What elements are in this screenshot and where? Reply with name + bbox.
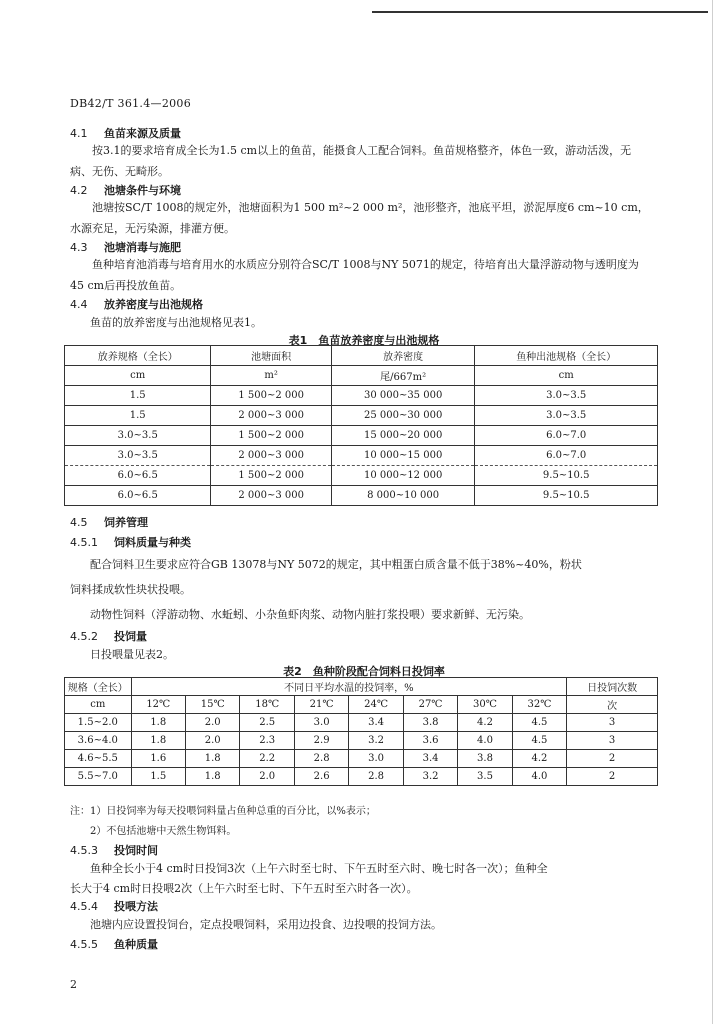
section-4-4-text: 鱼苗的放养密度与出池规格见表1。 — [90, 316, 262, 329]
section-number: 4.4 — [70, 298, 88, 311]
section-title: 鱼种质量 — [114, 938, 158, 951]
table-cell: 6.0~6.5 — [65, 486, 211, 506]
table-cell: 3.0~3.5 — [475, 386, 658, 406]
section-number: 4.5.3 — [70, 844, 98, 857]
table-cell: 9.5~10.5 — [475, 466, 658, 486]
section-heading-4-3 — [70, 239, 181, 255]
section-heading-4-1 — [70, 125, 181, 141]
table-cell: 3 — [567, 714, 658, 732]
page-number: 2 — [70, 978, 77, 991]
section-4-5-3-line-1: 鱼种全长小于4 cm时日投饲3次（上午六时至七时、下午五时至六时、晚七时各一次）；鱼种全 — [90, 862, 548, 875]
table2-header-count: 日投饲次数 — [567, 678, 658, 696]
table-cell: 15 000~20 000 — [331, 426, 474, 446]
table-cell: 3.6 — [403, 732, 457, 750]
table1-caption: 表1 鱼苗放养密度与出池规格 — [288, 334, 440, 347]
section-number: 4.2 — [70, 184, 88, 197]
header-rule — [372, 11, 708, 13]
table-cell: 10 000~15 000 — [331, 446, 474, 466]
table-cell: 2 — [567, 750, 658, 768]
table-row — [65, 486, 658, 506]
table1-unit-cell: cm — [65, 366, 211, 386]
table-row — [65, 732, 658, 750]
table-cell: 4.2 — [458, 714, 512, 732]
table-cell: 1.8 — [131, 732, 185, 750]
table-cell: 4.0 — [458, 732, 512, 750]
section-number: 4.1 — [70, 127, 88, 140]
table-cell: 9.5~10.5 — [475, 486, 658, 506]
table-cell: 1.5 — [65, 406, 211, 426]
table-row — [65, 714, 658, 732]
table-cell: 1.5 — [65, 386, 211, 406]
table-cell: 6.0~7.0 — [475, 446, 658, 466]
table1-unit-row — [65, 366, 658, 386]
table-cell: 2.9 — [294, 732, 348, 750]
section-4-2-text: 池塘按SC/T 1008的规定外，池塘面积为1 500 m²~2 000 m²，池形整齐，池底平坦，淤泥厚度6 cm~10 cm，水源充足，无污染源，排灌方便。 — [70, 201, 649, 235]
section-heading-4-5 — [70, 514, 148, 530]
table1-unit-cell: m² — [211, 366, 331, 386]
section-4-5-3-line-2: 长大于4 cm时日投喂2次（上午六时至七时、下午五时至六时各一次）。 — [70, 882, 418, 895]
section-number: 4.5 — [70, 516, 88, 529]
table1 — [64, 345, 658, 506]
table-cell: 3.0~3.5 — [65, 446, 211, 466]
table-cell: 3.5 — [458, 768, 512, 786]
table2-temp-cell: 12℃ — [131, 696, 185, 714]
table-row — [65, 466, 658, 486]
table-cell: 2.2 — [240, 750, 294, 768]
table-cell: 3.0~3.5 — [475, 406, 658, 426]
section-heading-4-5-4 — [70, 898, 158, 914]
table-cell: 3.8 — [458, 750, 512, 768]
table-cell: 6.0~6.5 — [65, 466, 211, 486]
table-row — [65, 426, 658, 446]
table-cell: 1.8 — [186, 750, 240, 768]
table2-unit-cell: cm — [65, 696, 132, 714]
table2-temp-cell: 32℃ — [512, 696, 566, 714]
table-cell: 2 000~3 000 — [211, 486, 331, 506]
section-title: 饲养管理 — [104, 516, 148, 529]
table-cell: 1.6 — [131, 750, 185, 768]
table1-header-cell: 放养密度 — [331, 346, 474, 366]
table1-header-cell: 放养规格（全长） — [65, 346, 211, 366]
table2-unit-cell: 次 — [567, 696, 658, 714]
table-cell: 30 000~35 000 — [331, 386, 474, 406]
table-row — [65, 406, 658, 426]
table-cell: 1.8 — [131, 714, 185, 732]
section-4-5-1-line-3: 动物性饲料（浮游动物、水蚯蚓、小杂鱼虾肉浆、动物内脏打浆投喂）要求新鲜、无污染。 — [90, 608, 530, 621]
table-row — [65, 446, 658, 466]
table-cell: 10 000~12 000 — [331, 466, 474, 486]
table-cell: 1.5 — [131, 768, 185, 786]
section-title: 投饲量 — [114, 630, 147, 643]
page-edge-line — [712, 0, 713, 1024]
section-4-5-4-text: 池塘内应设置投饲台，定点投喂饲料，采用边投食、边投喂的投饲方法。 — [90, 918, 442, 931]
section-heading-4-2 — [70, 182, 181, 198]
section-number: 4.5.1 — [70, 536, 98, 549]
table-cell: 1 500~2 000 — [211, 466, 331, 486]
table-cell: 3.4 — [349, 714, 403, 732]
table2-note-2: 2）不包括池塘中天然生物饵料。 — [90, 826, 237, 837]
section-title: 池塘消毒与施肥 — [104, 241, 181, 254]
table-cell: 2.8 — [294, 750, 348, 768]
table-cell: 4.6~5.5 — [65, 750, 132, 768]
table-cell: 3.6~4.0 — [65, 732, 132, 750]
table-row — [65, 750, 658, 768]
table-cell: 3.2 — [349, 732, 403, 750]
table-cell: 1 500~2 000 — [211, 426, 331, 446]
table-cell: 3.0 — [349, 750, 403, 768]
section-number: 4.5.2 — [70, 630, 98, 643]
section-4-1-text: 按3.1的要求培育成全长为1.5 cm以上的鱼苗，能摄食人工配合饲料。鱼苗规格整齐，体色一致，游动活泼，无病、无伤、无畸形。 — [70, 144, 632, 178]
table-cell: 3 — [567, 732, 658, 750]
table-cell: 2 000~3 000 — [211, 446, 331, 466]
section-number: 4.5.4 — [70, 900, 98, 913]
table2-temp-cell: 24℃ — [349, 696, 403, 714]
table1-header-cell: 鱼种出池规格（全长） — [475, 346, 658, 366]
table-cell: 1 500~2 000 — [211, 386, 331, 406]
table-cell: 8 000~10 000 — [331, 486, 474, 506]
document-code: DB42/T 361.4—2006 — [70, 97, 192, 110]
section-title: 饲料质量与种类 — [114, 536, 191, 549]
table2-header-row — [65, 678, 658, 696]
table2-note-1: 注：1）日投饲率为每天投喂饲料量占鱼种总重的百分比，以%表示； — [70, 806, 376, 817]
table-cell: 2 — [567, 768, 658, 786]
section-4-5-1-line-1: 配合饲料卫生要求应符合GB 13078与NY 5072的规定，其中粗蛋白质含量不低于38%~40%，粉状 — [90, 558, 582, 571]
table-cell: 2.0 — [240, 768, 294, 786]
table-cell: 2.5 — [240, 714, 294, 732]
section-number: 4.5.5 — [70, 938, 98, 951]
table-cell: 4.0 — [512, 768, 566, 786]
table-cell: 4.5 — [512, 732, 566, 750]
table2-temp-cell: 18℃ — [240, 696, 294, 714]
table-cell: 2.6 — [294, 768, 348, 786]
table-cell: 6.0~7.0 — [475, 426, 658, 446]
section-heading-4-5-2 — [70, 628, 147, 644]
table-cell: 25 000~30 000 — [331, 406, 474, 426]
table-cell: 3.4 — [403, 750, 457, 768]
table1-unit-cell: cm — [475, 366, 658, 386]
table2-temp-cell: 15℃ — [186, 696, 240, 714]
table-cell: 2.0 — [186, 714, 240, 732]
section-4-3-text: 鱼种培育池消毒与培育用水的水质应分别符合SC/T 1008与NY 5071的规定，待培育出大量浮游动物与透明度为45 cm后再投放鱼苗。 — [70, 258, 639, 292]
table-cell: 3.2 — [403, 768, 457, 786]
table-row — [65, 768, 658, 786]
table-cell: 1.8 — [186, 768, 240, 786]
section-heading-4-5-5 — [70, 936, 158, 952]
table2 — [64, 677, 658, 786]
section-title: 池塘条件与环境 — [104, 184, 181, 197]
section-heading-4-5-1 — [70, 534, 191, 550]
table-cell: 2.3 — [240, 732, 294, 750]
section-title: 投饲时间 — [114, 844, 158, 857]
section-title: 鱼苗来源及质量 — [104, 127, 181, 140]
section-heading-4-5-3 — [70, 842, 158, 858]
table2-temp-cell: 27℃ — [403, 696, 457, 714]
table-cell: 1.5~2.0 — [65, 714, 132, 732]
section-heading-4-4 — [70, 296, 203, 312]
table2-header-spec: 规格（全长） — [65, 678, 132, 696]
table-cell: 3.8 — [403, 714, 457, 732]
section-4-5-1-line-2: 饲料揉成软性块状投喂。 — [70, 583, 191, 596]
table1-header-cell: 池塘面积 — [211, 346, 331, 366]
table-cell: 4.5 — [512, 714, 566, 732]
table-row — [65, 386, 658, 406]
table2-subheader-row — [65, 696, 658, 714]
table-cell: 3.0 — [294, 714, 348, 732]
table2-temp-cell: 30℃ — [458, 696, 512, 714]
table-cell: 2.0 — [186, 732, 240, 750]
section-number: 4.3 — [70, 241, 88, 254]
table1-header-row — [65, 346, 658, 366]
table2-temp-cell: 21℃ — [294, 696, 348, 714]
section-4-5-2-text: 日投喂量见表2。 — [90, 648, 174, 661]
table-cell: 4.2 — [512, 750, 566, 768]
table1-unit-cell: 尾/667m² — [331, 366, 474, 386]
table-cell: 2.8 — [349, 768, 403, 786]
table-cell: 5.5~7.0 — [65, 768, 132, 786]
table-cell: 3.0~3.5 — [65, 426, 211, 446]
section-title: 放养密度与出池规格 — [104, 298, 203, 311]
table-cell: 2 000~3 000 — [211, 406, 331, 426]
table2-caption: 表2 鱼种阶段配合饲料日投饲率 — [283, 665, 445, 678]
table2-header-temp: 不同日平均水温的投饲率，% — [131, 678, 567, 696]
section-title: 投喂方法 — [114, 900, 158, 913]
